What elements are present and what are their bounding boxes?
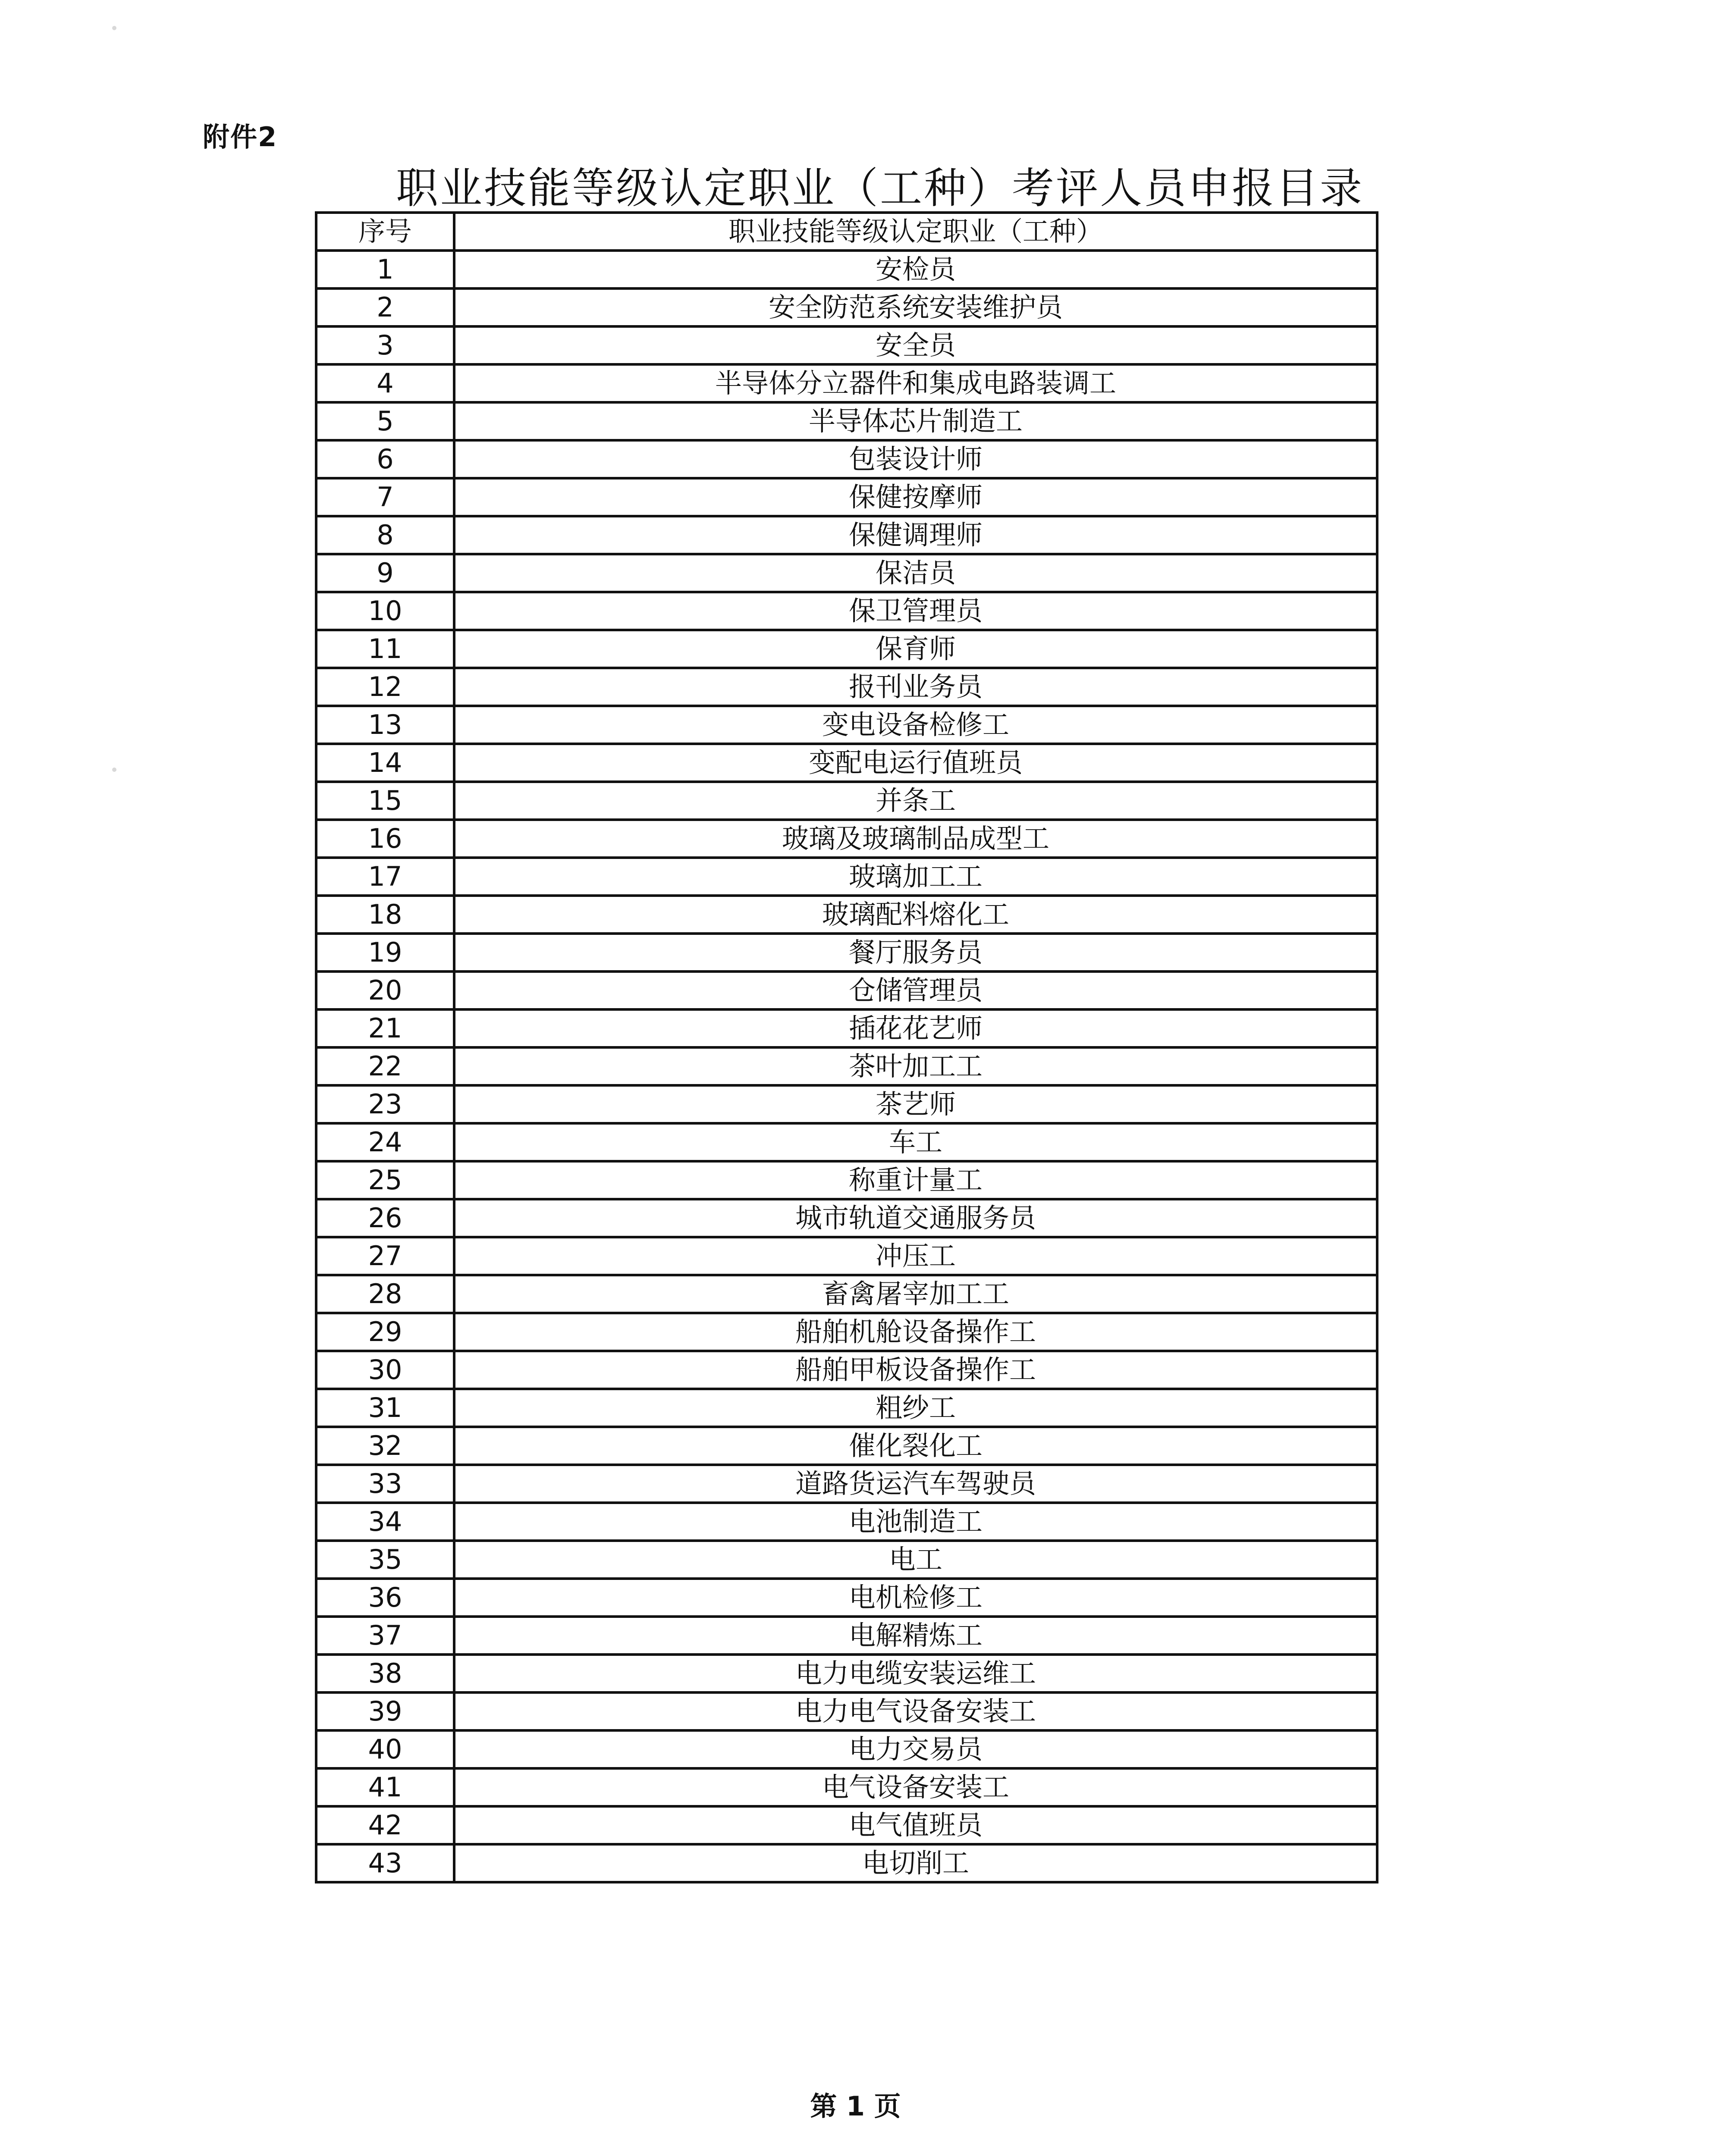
row-occupation: 变电设备检修工 [454,706,1377,744]
table-row [316,1161,1377,1199]
table-row [316,1313,1377,1351]
table-row [316,1768,1377,1806]
row-number: 39 [316,1692,454,1730]
row-occupation: 报刊业务员 [454,668,1377,706]
table-row [316,1579,1377,1617]
row-number: 20 [316,971,454,1009]
row-occupation: 安全防范系统安装维护员 [454,288,1377,326]
row-occupation: 玻璃配料熔化工 [454,896,1377,934]
row-number: 40 [316,1730,454,1768]
table-row [316,1541,1377,1579]
row-occupation: 保洁员 [454,554,1377,592]
row-number: 34 [316,1503,454,1541]
row-occupation: 道路货运汽车驾驶员 [454,1465,1377,1503]
scan-mark [112,768,116,772]
row-occupation: 电切削工 [454,1844,1377,1882]
row-occupation: 电气设备安装工 [454,1768,1377,1806]
row-number: 25 [316,1161,454,1199]
table-row [316,1047,1377,1085]
header-number: 序号 [316,213,454,251]
row-number: 33 [316,1465,454,1503]
row-number: 22 [316,1047,454,1085]
row-occupation: 冲压工 [454,1237,1377,1275]
table-row [316,1427,1377,1465]
row-occupation: 包装设计师 [454,440,1377,478]
table-row [316,858,1377,896]
row-number: 30 [316,1351,454,1389]
table-row [316,744,1377,782]
table-row [316,820,1377,858]
row-occupation: 船舶机舱设备操作工 [454,1313,1377,1351]
row-occupation: 粗纱工 [454,1389,1377,1427]
table-row [316,1199,1377,1237]
row-occupation: 船舶甲板设备操作工 [454,1351,1377,1389]
row-occupation: 畜禽屠宰加工工 [454,1275,1377,1313]
row-occupation: 保育师 [454,630,1377,668]
row-occupation: 茶艺师 [454,1085,1377,1123]
row-occupation: 并条工 [454,782,1377,820]
document-title: 职业技能等级认定职业（工种）考评人员申报目录 [396,164,1364,213]
table-row [316,1465,1377,1503]
row-number: 29 [316,1313,454,1351]
row-occupation: 电力电缆安装运维工 [454,1655,1377,1692]
row-occupation: 安检员 [454,251,1377,288]
row-number: 5 [316,402,454,440]
row-occupation: 电工 [454,1541,1377,1579]
row-occupation: 半导体芯片制造工 [454,402,1377,440]
table-row [316,896,1377,934]
table-row [316,1237,1377,1275]
table-row [316,934,1377,971]
table-row [316,1617,1377,1655]
row-occupation: 城市轨道交通服务员 [454,1199,1377,1237]
table-row [316,1009,1377,1047]
row-number: 1 [316,251,454,288]
table-row [316,1503,1377,1541]
row-occupation: 变配电运行值班员 [454,744,1377,782]
table-row [316,1844,1377,1882]
row-number: 19 [316,934,454,971]
row-occupation: 电气值班员 [454,1806,1377,1844]
row-occupation: 保健调理师 [454,516,1377,554]
table-row [316,288,1377,326]
row-number: 17 [316,858,454,896]
row-occupation: 茶叶加工工 [454,1047,1377,1085]
row-number: 10 [316,592,454,630]
row-number: 9 [316,554,454,592]
row-number: 23 [316,1085,454,1123]
table-row [316,782,1377,820]
row-number: 32 [316,1427,454,1465]
row-number: 13 [316,706,454,744]
row-occupation: 电解精炼工 [454,1617,1377,1655]
row-number: 8 [316,516,454,554]
row-number: 31 [316,1389,454,1427]
row-number: 14 [316,744,454,782]
table-row [316,706,1377,744]
row-number: 7 [316,478,454,516]
row-number: 43 [316,1844,454,1882]
table-row [316,1655,1377,1692]
row-occupation: 车工 [454,1123,1377,1161]
table-row [316,1351,1377,1389]
table-row [316,592,1377,630]
row-number: 15 [316,782,454,820]
row-number: 4 [316,364,454,402]
row-number: 12 [316,668,454,706]
table-row [316,554,1377,592]
row-occupation: 半导体分立器件和集成电路装调工 [454,364,1377,402]
table-header-row [316,213,1377,251]
table-row [316,1730,1377,1768]
row-occupation: 称重计量工 [454,1161,1377,1199]
table-row [316,630,1377,668]
row-number: 18 [316,896,454,934]
row-number: 16 [316,820,454,858]
row-occupation: 电池制造工 [454,1503,1377,1541]
row-number: 27 [316,1237,454,1275]
table-row [316,326,1377,364]
scan-mark [112,26,116,30]
table-row [316,971,1377,1009]
row-number: 28 [316,1275,454,1313]
row-number: 6 [316,440,454,478]
row-number: 3 [316,326,454,364]
table-row [316,402,1377,440]
attachment-label: 附件2 [203,121,278,153]
table-row [316,1692,1377,1730]
table-row [316,1389,1377,1427]
row-occupation: 保健按摩师 [454,478,1377,516]
row-number: 11 [316,630,454,668]
row-occupation: 玻璃加工工 [454,858,1377,896]
row-number: 36 [316,1579,454,1617]
row-occupation: 电力交易员 [454,1730,1377,1768]
row-occupation: 电力电气设备安装工 [454,1692,1377,1730]
table-row [316,516,1377,554]
row-number: 26 [316,1199,454,1237]
row-number: 41 [316,1768,454,1806]
table-row [316,1806,1377,1844]
row-occupation: 仓储管理员 [454,971,1377,1009]
occupation-table [315,211,1378,1883]
row-occupation: 保卫管理员 [454,592,1377,630]
table-row [316,364,1377,402]
page-number: 第 1 页 [810,2090,901,2122]
table-row [316,668,1377,706]
table-row [316,478,1377,516]
row-number: 21 [316,1009,454,1047]
table-row [316,440,1377,478]
row-number: 24 [316,1123,454,1161]
row-occupation: 安全员 [454,326,1377,364]
row-occupation: 餐厅服务员 [454,934,1377,971]
row-occupation: 催化裂化工 [454,1427,1377,1465]
row-number: 37 [316,1617,454,1655]
row-number: 42 [316,1806,454,1844]
row-number: 38 [316,1655,454,1692]
table-row [316,1085,1377,1123]
row-occupation: 电机检修工 [454,1579,1377,1617]
row-occupation: 插花花艺师 [454,1009,1377,1047]
row-occupation: 玻璃及玻璃制品成型工 [454,820,1377,858]
table-row [316,251,1377,288]
table-row [316,1275,1377,1313]
header-occupation: 职业技能等级认定职业（工种） [454,213,1377,251]
row-number: 2 [316,288,454,326]
table-row [316,1123,1377,1161]
row-number: 35 [316,1541,454,1579]
